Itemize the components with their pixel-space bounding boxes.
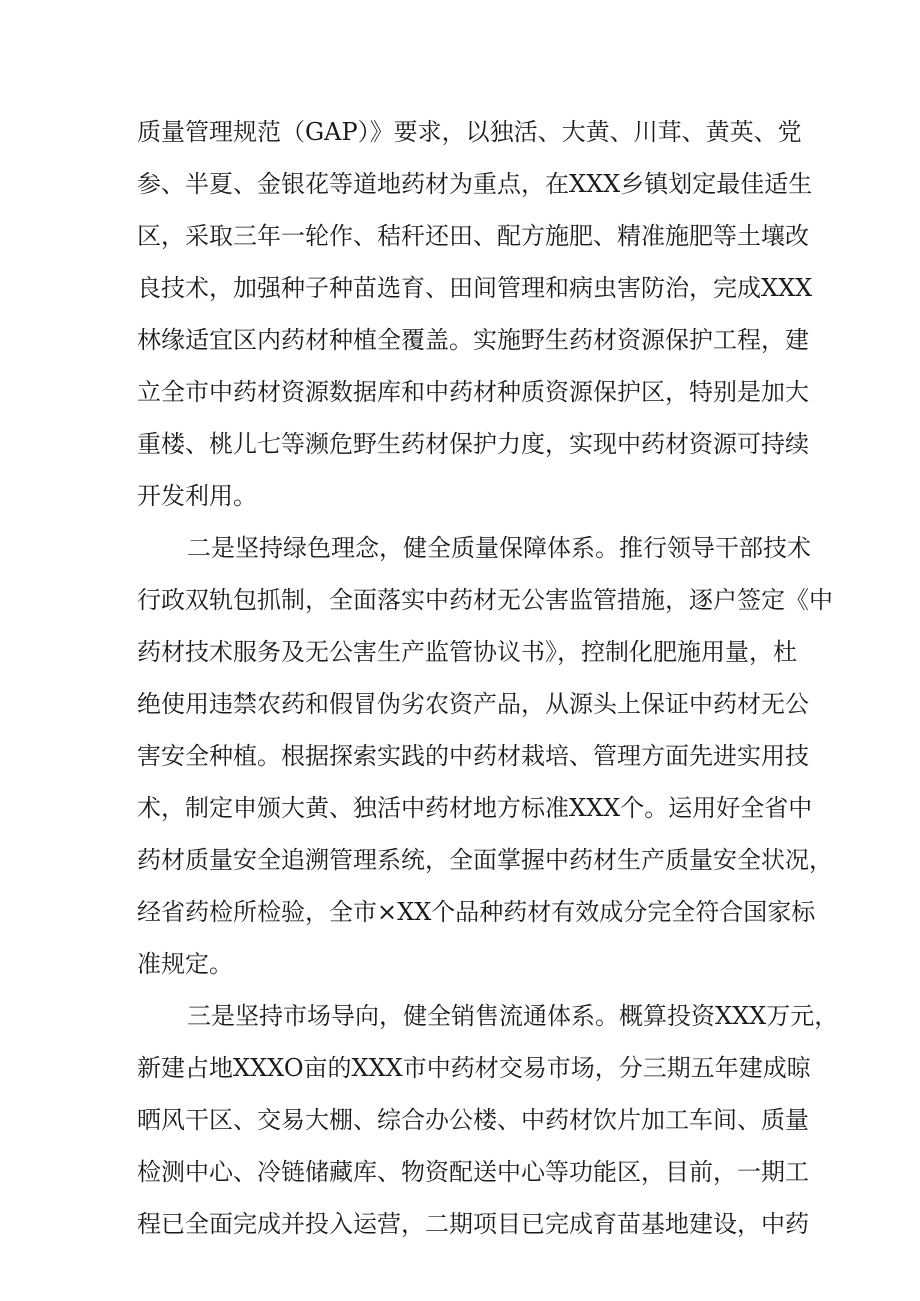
paragraph-3-line-3: 晒风干区、交易大棚、综合办公楼、中药材饮片加工车间、质量: [137, 1106, 809, 1134]
paragraph-2-line-8: 经省药检所检验，全市×XX个品种药材有效成分完全符合国家标: [137, 898, 816, 926]
paragraph-3-line-2: 新建占地XXXO亩的XXX市中药材交易市场，分三期五年建成晾: [137, 1054, 811, 1082]
paragraph-3-line-1: 三是坚持市场导向，健全销售流通体系。概算投资XXX万元，: [187, 1002, 839, 1030]
paragraph-2-line-7: 药材质量安全追溯管理系统，全面掌握中药材生产质量安全状况，: [137, 846, 833, 874]
paragraph-3-line-5: 程已全面完成并投入运营，二期项目已完成育苗基地建设，中药: [137, 1210, 809, 1238]
paragraph-1-line-7: 重楼、桃儿七等濒危野生药材保护力度，实现中药材资源可持续: [137, 430, 809, 458]
paragraph-2-line-4: 绝使用违禁农药和假冒伪劣农资产品，从源头上保证中药材无公: [137, 690, 809, 718]
paragraph-2-line-2: 行政双轨包抓制，全面落实中药材无公害监管措施，逐户签定《中: [137, 586, 833, 614]
paragraph-1-line-4: 良技术，加强种子种苗选育、田间管理和病虫害防治，完成XXX: [137, 274, 813, 302]
paragraph-1-line-1: 质量管理规范（GAP）》要求，以独活、大黄、川茸、黄英、党: [137, 118, 802, 146]
document-body: [137, 106, 839, 1250]
paragraph-2-line-1: 二是坚持绿色理念，健全质量保障体系。推行领导干部技术: [187, 534, 811, 562]
paragraph-2-line-3: 药材技术服务及无公害生产监管协议书》，控制化肥施用量，杜: [137, 638, 797, 666]
paragraph-2-line-5: 害安全种植。根据探索实践的中药材栽培、管理方面先进实用技: [137, 742, 809, 770]
paragraph-1-line-2: 参、半夏、金银花等道地药材为重点，在XXX乡镇划定最佳适生: [137, 170, 813, 198]
paragraph-1-line-8: 开发利用。: [137, 482, 257, 510]
paragraph-2-line-6: 术，制定申颁大黄、独活中药材地方标准XXX个。运用好全省中: [137, 794, 813, 822]
paragraph-1-line-3: 区，采取三年一轮作、秸秆还田、配方施肥、精准施肥等土壤改: [137, 222, 809, 250]
paragraph-3-line-4: 检测中心、冷链储藏库、物资配送中心等功能区，目前，一期工: [137, 1158, 809, 1186]
paragraph-2-line-9: 准规定。: [137, 950, 233, 978]
paragraph-1-line-6: 立全市中药材资源数据库和中药材种质资源保护区，特别是加大: [137, 378, 809, 406]
paragraph-1-line-5: 林缘适宜区内药材种植全覆盖。实施野生药材资源保护工程，建: [137, 326, 809, 354]
